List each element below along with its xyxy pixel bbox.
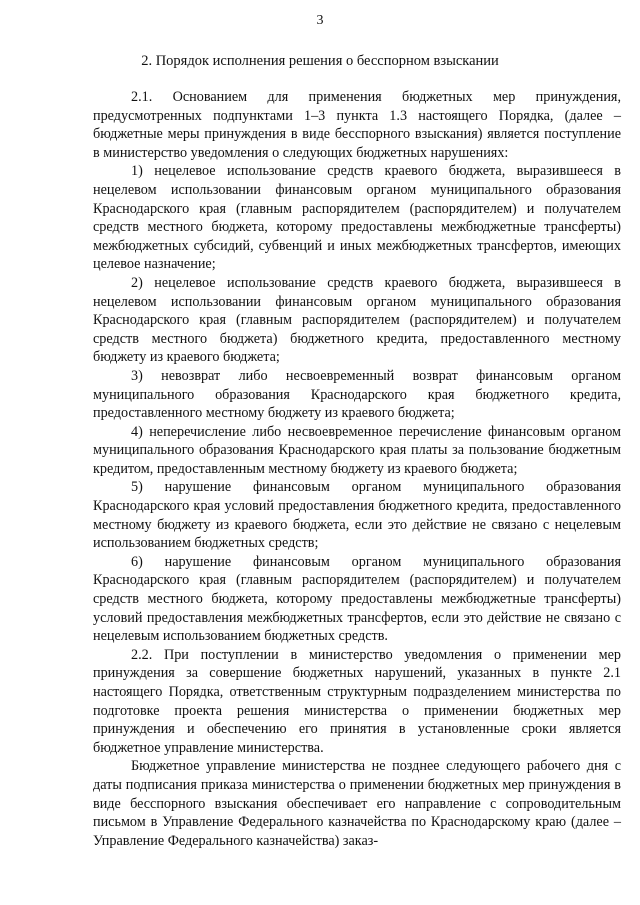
paragraph-item-6: 6) нарушение финансовым органом муниципального образования Краснодарского края (главным распорядителем (распорядителем) и получателем средств местного бюджета, которому предоставлены межбюджетные трансферты) условий предоставления межбюджетных трансфертов, если это действие не связано с нецелевым использованием бюджетных средств. <box>93 553 621 645</box>
paragraph-2-2: 2.2. При поступлении в министерство уведомления о применении мер принуждения за совершение бюджетных нарушений, указанных в пункте 2.1 настоящего Порядка, ответственным структурным подразделением министерства по подготовке проекта решения министерства о применении бюджетных мер принуждения и обеспечению его принятия в установленные сроки является бюджетное управление министерства. <box>93 646 621 756</box>
paragraph-item-5: 5) нарушение финансовым органом муниципального образования Краснодарского края условий предоставления бюджетного кредита, предоставленного местному бюджету из краевого бюджета, если это действие не связано с нецелевым использованием бюджетных средств; <box>93 479 621 552</box>
paragraph-item-3: 3) невозврат либо несвоевременный возврат финансовым органом муниципального образования Краснодарского края бюджетного кредита, предоставленного местному бюджету из краевого бюджета; <box>93 367 621 422</box>
paragraph-2-1: 2.1. Основанием для применения бюджетных мер принуждения, предусмотренных подпунктами 1–3 пункта 1.3 настоящего Порядка, (далее – бюджетные меры принуждения в виде бесспорного взыскания) является поступление в министерство уведомления о следующих бюджетных нарушениях: <box>93 89 621 161</box>
section-title: 2. Порядок исполнения решения о бесспорном взыскании <box>141 53 499 69</box>
body-text <box>93 88 621 850</box>
paragraph-budget-department: Бюджетное управление министерства не позднее следующего рабочего дня с даты подписания приказа министерства о применении бюджетных мер принуждения в виде бесспорного взыскания обеспечивает его направление с сопроводительным письмом в Управление Федерального казначейства по Краснодарскому краю (далее – Управление Федерального казначейства) заказ- <box>93 758 621 849</box>
page-number: 3 <box>316 13 324 28</box>
paragraph-item-2: 2) нецелевое использование средств краевого бюджета, выразившееся в нецелевом использовании финансовым органом муниципального образования Краснодарского края (главным распорядителем (распорядителем) и получателем средств местного бюджета) бюджетного кредита, предоставленного местному бюджету из краевого бюджета; <box>93 274 621 366</box>
paragraph-item-1: 1) нецелевое использование средств краевого бюджета, выразившееся в нецелевом использовании финансовым органом муниципального образования Краснодарского края (главным распорядителем (распорядителем) и получателем средств местного бюджета, которому предоставлены межбюджетные трансферты) межбюджетных субсидий, субвенций и иных межбюджетных трансфертов, имеющих целевое назначение; <box>93 163 621 273</box>
paragraph-item-4: 4) неперечисление либо несвоевременное перечисление финансовым органом муниципального образования Краснодарского края платы за пользование бюджетным кредитом, предоставленным местному бюджету из краевого бюджета; <box>93 423 621 477</box>
